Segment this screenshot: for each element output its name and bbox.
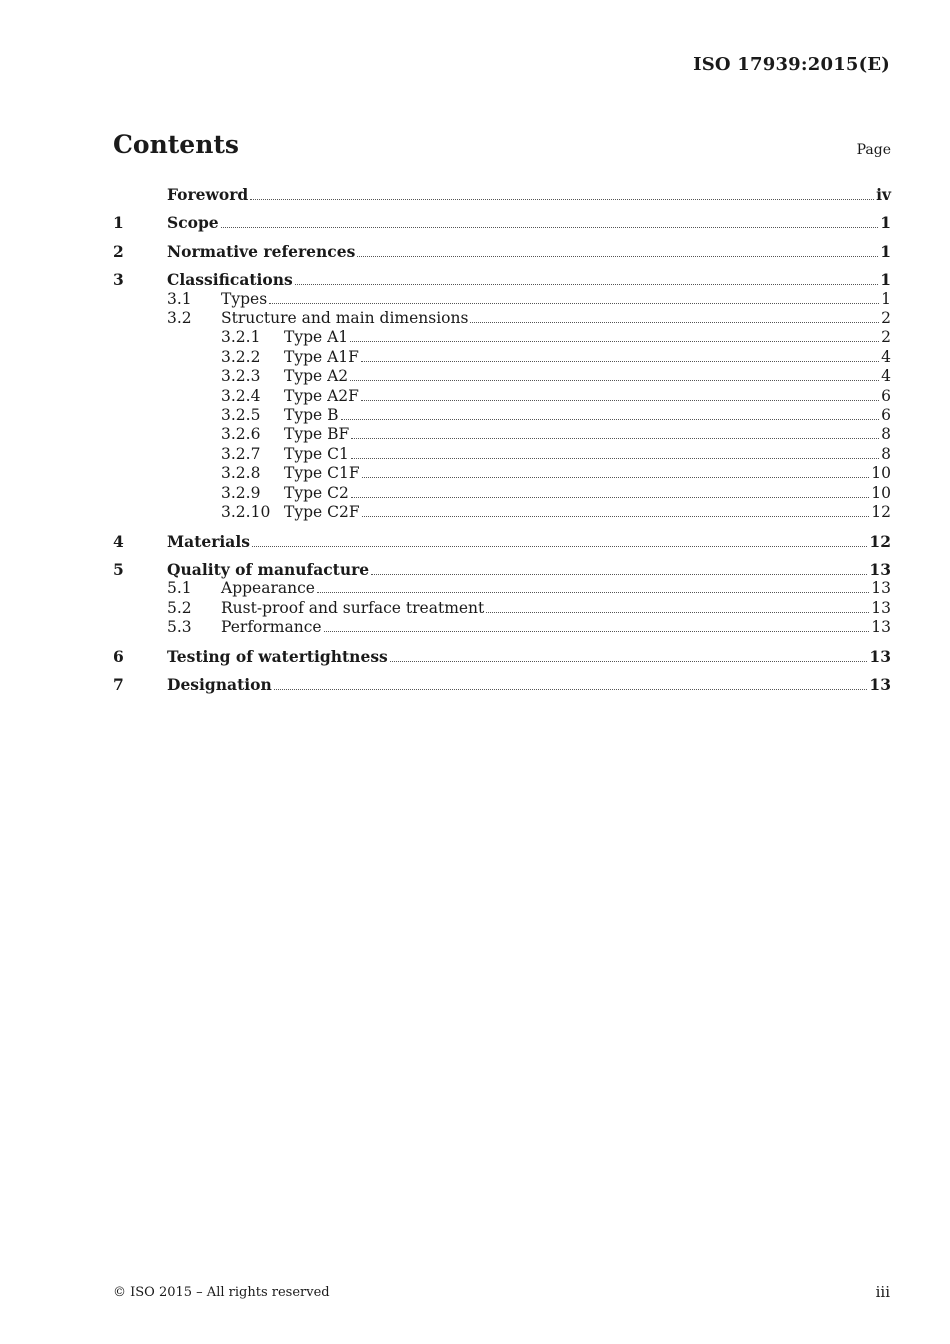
- toc-entry[interactable]: [113, 328, 891, 347]
- toc-entry-page: 12: [871, 503, 891, 522]
- toc-entry-page: 8: [881, 425, 891, 444]
- toc-entry-title: Materials: [167, 531, 250, 551]
- toc-entry[interactable]: [113, 367, 891, 386]
- toc-entry-number: 5.2: [167, 598, 192, 617]
- toc-entry-title: Normative references: [167, 241, 356, 261]
- toc-entry-page: 6: [881, 386, 891, 405]
- toc-entry-title: Testing of watertightness: [167, 646, 388, 666]
- toc-entry[interactable]: [113, 348, 891, 367]
- document-identifier: ISO 17939:2015(E): [693, 54, 890, 75]
- copyright-notice: © ISO 2015 – All rights reserved: [113, 1285, 330, 1300]
- toc-entry[interactable]: [113, 599, 891, 618]
- toc-entry[interactable]: [113, 425, 891, 444]
- toc-entry[interactable]: [113, 579, 891, 598]
- toc-entry-number: 3.2.7: [221, 444, 261, 463]
- dot-leader: [221, 227, 879, 228]
- toc-entry-page: 13: [869, 646, 891, 666]
- toc-entry-title: Type A1F: [284, 347, 359, 366]
- toc-entry-page: 1: [880, 213, 891, 233]
- toc-entry-number: 6: [113, 646, 124, 666]
- dot-leader: [390, 661, 868, 662]
- dot-leader: [350, 380, 879, 381]
- toc-entry-title: Structure and main dimensions: [221, 309, 469, 328]
- toc-entry[interactable]: [113, 618, 891, 637]
- dot-leader: [295, 284, 878, 285]
- toc-entry-number: 3.2.5: [221, 406, 261, 425]
- toc-entry-page: 4: [881, 347, 891, 366]
- table-of-contents: [113, 185, 891, 694]
- toc-entry[interactable]: [113, 406, 891, 425]
- page-number: iii: [875, 1283, 890, 1301]
- dot-leader: [486, 612, 869, 613]
- toc-entry[interactable]: [113, 484, 891, 503]
- toc-entry-page: 10: [871, 483, 891, 502]
- page-column-label: Page: [856, 142, 891, 158]
- toc-entry-title: Type C2: [284, 483, 349, 502]
- toc-entry-number: 3.1: [167, 289, 192, 308]
- dot-leader: [362, 477, 870, 478]
- dot-leader: [371, 574, 867, 575]
- toc-entry-title: Type B: [284, 406, 339, 425]
- toc-entry[interactable]: [113, 185, 891, 204]
- toc-entry-page: 6: [881, 406, 891, 425]
- toc-entry-title: Designation: [167, 674, 272, 694]
- toc-entry-number: 4: [113, 531, 124, 551]
- toc-entry-page: 13: [871, 579, 891, 598]
- dot-leader: [351, 438, 879, 439]
- toc-entry-page: 13: [869, 559, 891, 579]
- toc-entry-number: 3.2.8: [221, 464, 261, 483]
- dot-leader: [351, 497, 869, 498]
- toc-entry-number: 3: [113, 270, 124, 290]
- toc-entry-title: Quality of manufacture: [167, 559, 370, 579]
- toc-entry[interactable]: [113, 503, 891, 522]
- toc-entry-page: 12: [869, 531, 891, 551]
- toc-entry-title: Types: [221, 289, 268, 308]
- toc-entry-title: Type C2F: [284, 503, 360, 522]
- toc-entry-page: 4: [881, 367, 891, 386]
- toc-entry-title: Type C1F: [284, 464, 360, 483]
- dot-leader: [250, 199, 874, 200]
- toc-entry-number: 3.2.2: [221, 347, 261, 366]
- toc-entry-page: 1: [880, 241, 891, 261]
- toc-entry-page: 13: [871, 598, 891, 617]
- toc-entry[interactable]: [113, 445, 891, 464]
- toc-entry[interactable]: [113, 675, 891, 694]
- toc-entry[interactable]: [113, 290, 891, 309]
- toc-entry-number: 5: [113, 559, 124, 579]
- toc-entry-number: 3.2.1: [221, 328, 261, 347]
- toc-entry[interactable]: [113, 309, 891, 328]
- dot-leader: [361, 361, 879, 362]
- toc-entry-page: 2: [881, 328, 891, 347]
- toc-entry-number: 3.2.9: [221, 483, 261, 502]
- toc-entry-title: Scope: [167, 213, 219, 233]
- toc-entry[interactable]: [113, 242, 891, 261]
- dot-leader: [357, 256, 878, 257]
- dot-leader: [252, 546, 867, 547]
- toc-entry-page: 1: [880, 270, 891, 290]
- toc-entry-number: 3.2: [167, 309, 192, 328]
- toc-entry-page: 2: [881, 309, 891, 328]
- contents-heading: Contents: [113, 130, 240, 159]
- toc-entry[interactable]: [113, 560, 891, 579]
- toc-entry-number: 7: [113, 674, 124, 694]
- toc-entry[interactable]: [113, 532, 891, 551]
- toc-entry-title: Type BF: [284, 425, 350, 444]
- toc-entry-number: 2: [113, 241, 124, 261]
- toc-entry-number: 1: [113, 213, 124, 233]
- toc-entry-title: Appearance: [221, 579, 315, 598]
- dot-leader: [350, 341, 879, 342]
- toc-entry-title: Performance: [221, 618, 322, 637]
- dot-leader: [317, 592, 869, 593]
- toc-entry-page: 13: [871, 618, 891, 637]
- toc-entry-title: Type A2: [284, 367, 349, 386]
- toc-entry-title: Foreword: [167, 185, 249, 204]
- toc-entry-page: 13: [869, 674, 891, 694]
- toc-entry-page: 10: [871, 464, 891, 483]
- toc-entry-number: 3.2.3: [221, 367, 261, 386]
- toc-entry-title: Type C1: [284, 444, 349, 463]
- dot-leader: [470, 322, 879, 323]
- toc-entry-page: 8: [881, 444, 891, 463]
- dot-leader: [341, 419, 880, 420]
- toc-entry-number: 5.3: [167, 618, 192, 637]
- toc-entry-number: 3.2.6: [221, 425, 261, 444]
- toc-entry-number: 3.2.4: [221, 386, 261, 405]
- toc-entry-title: Type A1: [284, 328, 349, 347]
- dot-leader: [351, 458, 879, 459]
- toc-entry-page: 1: [881, 289, 891, 308]
- dot-leader: [324, 631, 870, 632]
- dot-leader: [361, 400, 879, 401]
- toc-entry[interactable]: [113, 464, 891, 483]
- dot-leader: [274, 689, 868, 690]
- toc-entry[interactable]: [113, 270, 891, 289]
- toc-entry-number: 5.1: [167, 579, 192, 598]
- toc-entry-number: 3.2.10: [221, 503, 271, 522]
- dot-leader: [269, 303, 879, 304]
- toc-entry[interactable]: [113, 387, 891, 406]
- toc-entry-title: Type A2F: [284, 386, 359, 405]
- toc-entry-title: Classifications: [167, 270, 293, 290]
- toc-entry[interactable]: [113, 647, 891, 666]
- toc-entry-page: iv: [876, 185, 891, 204]
- toc-entry-title: Rust-proof and surface treatment: [221, 598, 485, 617]
- dot-leader: [362, 516, 870, 517]
- toc-entry[interactable]: [113, 213, 891, 232]
